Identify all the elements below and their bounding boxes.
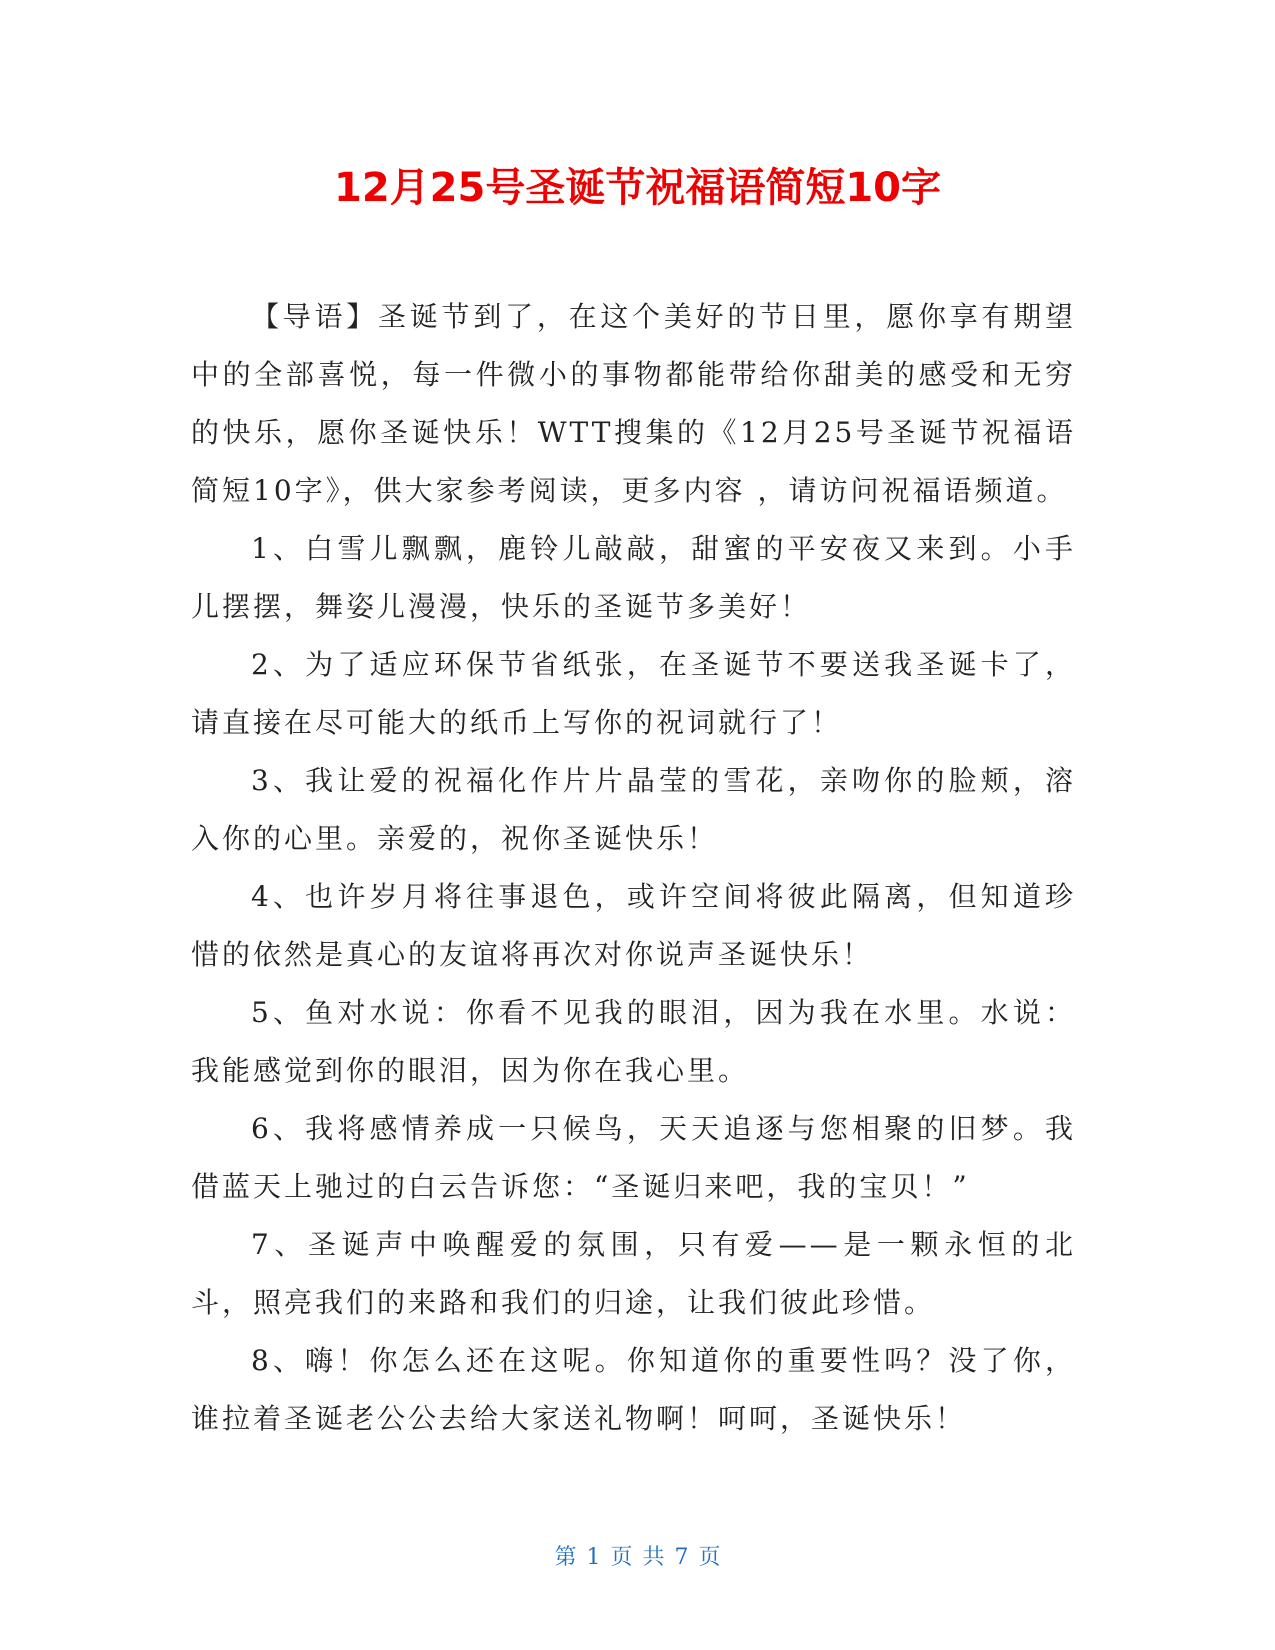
list-item: 2、为了适应环保节省纸张，在圣诞节不要送我圣诞卡了，请直接在尽可能大的纸币上写你的祝词就行了！ [191, 648, 1076, 739]
page-label-prefix: 第 [554, 1545, 577, 1570]
document-body [191, 288, 1076, 1448]
list-item: 4、也许岁月将往事退色，或许空间将彼此隔离，但知道珍惜的依然是真心的友谊将再次对你说声圣诞快乐！ [191, 880, 1076, 971]
total-pages-number: 7 [674, 1545, 689, 1570]
list-item: 7、圣诞声中唤醒爱的氛围，只有爱——是一颗永恒的北斗，照亮我们的来路和我们的归途，让我们彼此珍惜。 [191, 1228, 1076, 1319]
list-item: 8、嗨！你怎么还在这呢。你知道你的重要性吗？没了你，谁拉着圣诞老公公去给大家送礼物啊！呵呵，圣诞快乐！ [191, 1344, 1076, 1435]
list-item: 5、鱼对水说：你看不见我的眼泪，因为我在水里。水说：我能感觉到你的眼泪，因为你在我心里。 [191, 996, 1076, 1087]
page-label-suffix: 页 [698, 1545, 721, 1570]
list-item: 3、我让爱的祝福化作片片晶莹的雪花，亲吻你的脸颊，溶入你的心里。亲爱的，祝你圣诞快乐！ [191, 764, 1076, 855]
page-footer [0, 1543, 1275, 1573]
list-item: 6、我将感情养成一只候鸟，天天追逐与您相聚的旧梦。我借蓝天上驰过的白云告诉您：“圣诞归来吧，我的宝贝！” [191, 1112, 1076, 1203]
list-item: 1、白雪儿飘飘，鹿铃儿敲敲，甜蜜的平安夜又来到。小手儿摆摆，舞姿儿漫漫，快乐的圣诞节多美好！ [191, 532, 1076, 623]
document-title: 12月25号圣诞节祝福语简短10字 [334, 165, 941, 211]
page-label-mid: 页 [610, 1545, 633, 1570]
current-page-number: 1 [586, 1545, 601, 1570]
intro-paragraph: 【导语】圣诞节到了，在这个美好的节日里，愿你享有期望中的全部喜悦，每一件微小的事物都能带给你甜美的感受和无穷的快乐，愿你圣诞快乐！WTT搜集的《12月25号圣诞节祝福语简短10字》，供大家参考阅读，更多内容 ，请访问祝福语频道。 [191, 300, 1076, 507]
total-label: 共 [642, 1545, 665, 1570]
